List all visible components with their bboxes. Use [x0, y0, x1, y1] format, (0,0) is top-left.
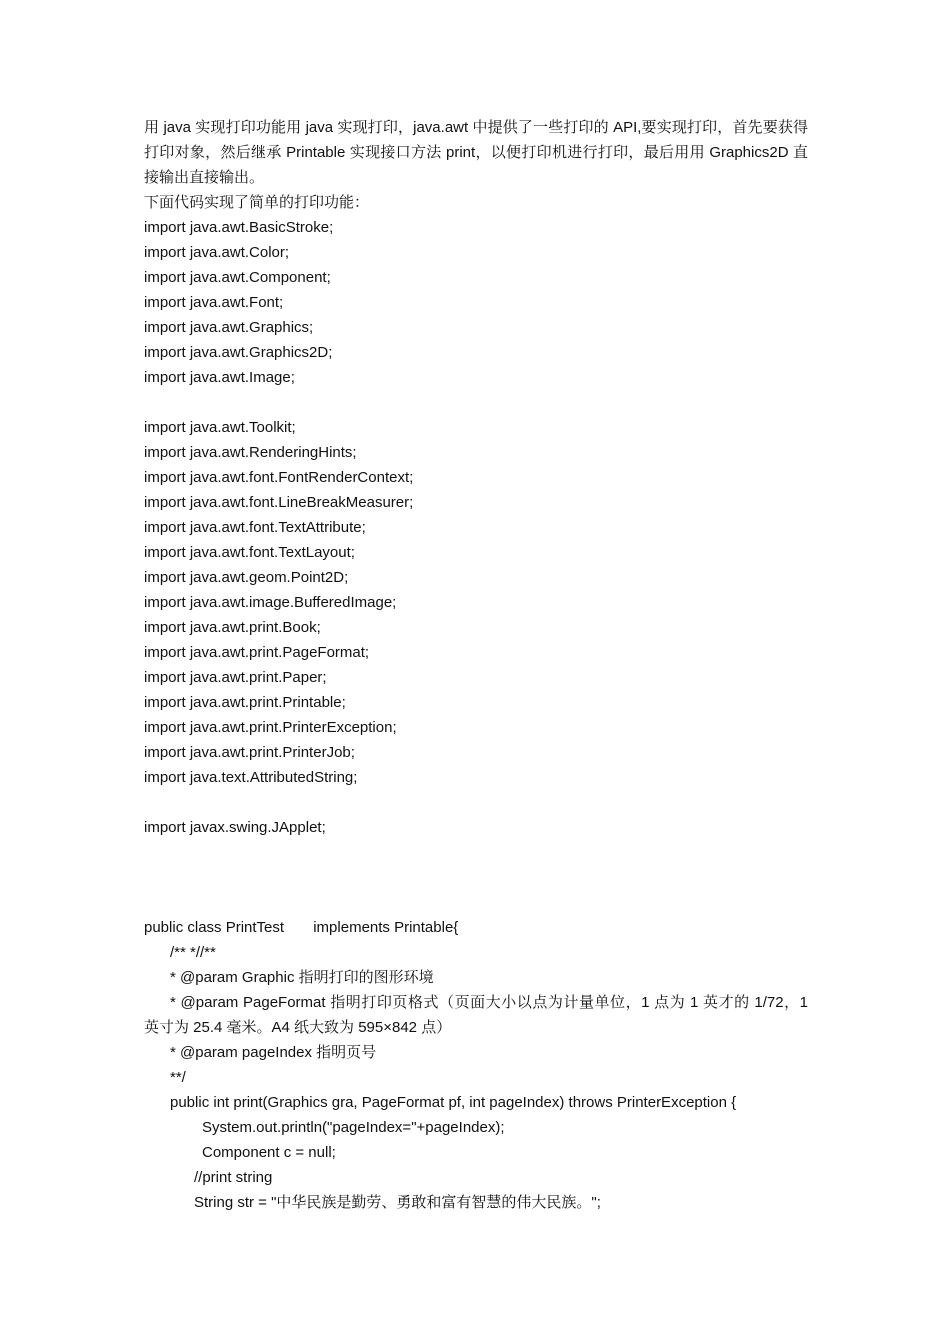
document-body — [144, 115, 808, 1215]
code-line: import java.awt.Toolkit; — [144, 419, 296, 436]
comment-line: **/ — [170, 1069, 186, 1086]
intro-lead: 下面代码实现了简单的打印功能： — [144, 194, 370, 211]
comment-line: * @param PageFormat 指明打印页格式（页面大小以点为计量单位，1 点为 1 英才的 1/72，1 英寸为 25.4 毫米。A4 纸大致为 595×842 点） — [144, 994, 808, 1036]
import-block-more — [144, 415, 808, 790]
code-line: import java.awt.Color; — [144, 244, 290, 261]
code-line: import java.awt.BasicStroke; — [144, 219, 334, 236]
print-method — [144, 1090, 808, 1215]
blank-line — [144, 790, 808, 815]
code-line: System.out.println("pageIndex="+pageIndex); — [202, 1119, 505, 1136]
code-line: import java.awt.print.Printable; — [144, 694, 346, 711]
code-line: import java.awt.RenderingHints; — [144, 444, 357, 461]
code-line: import java.awt.print.Book; — [144, 619, 321, 636]
code-line: import java.awt.Graphics2D; — [144, 344, 333, 361]
code-line: //print string — [194, 1169, 273, 1186]
import-block-awt — [144, 215, 808, 390]
code-line: import java.awt.geom.Point2D; — [144, 569, 349, 586]
code-line: String str = "中华民族是勤劳、勇敢和富有智慧的伟大民族。"; — [194, 1194, 601, 1211]
code-line: Component c = null; — [202, 1144, 336, 1161]
code-line: import java.awt.print.PrinterException; — [144, 719, 397, 736]
comment-line: * @param pageIndex 指明页号 — [170, 1044, 377, 1061]
code-line: import java.awt.print.PageFormat; — [144, 644, 370, 661]
method-signature: public int print(Graphics gra, PageFormat pf, int pageIndex) throws PrinterException { — [170, 1094, 737, 1111]
code-line: import java.awt.font.FontRenderContext; — [144, 469, 414, 486]
code-line: import java.awt.Image; — [144, 369, 295, 386]
comment-line: /** *//** — [170, 944, 216, 961]
blank-line — [144, 390, 808, 415]
code-line: import java.awt.Font; — [144, 294, 284, 311]
code-line: import java.text.AttributedString; — [144, 769, 358, 786]
code-line: import java.awt.print.PrinterJob; — [144, 744, 355, 761]
class-declaration: public class PrintTest implements Printable{ — [144, 919, 459, 936]
doc-comment — [144, 940, 808, 1090]
blank-lines — [144, 840, 808, 915]
code-line: import java.awt.font.TextAttribute; — [144, 519, 366, 536]
code-line: import java.awt.font.TextLayout; — [144, 544, 355, 561]
comment-line: * @param Graphic 指明打印的图形环境 — [170, 969, 434, 986]
code-line: import java.awt.print.Paper; — [144, 669, 327, 686]
code-line: import java.awt.font.LineBreakMeasurer; — [144, 494, 414, 511]
intro-paragraph: 用 java 实现打印功能用 java 实现打印，java.awt 中提供了一些打印的 API,要实现打印，首先要获得打印对象，然后继承 Printable 实现接口方法 print，以便打印机进行打印，最后用用 Graphics2D 直接输出直接输出。 — [144, 119, 808, 186]
code-line: import java.awt.Graphics; — [144, 319, 314, 336]
code-line: import javax.swing.JApplet; — [144, 819, 326, 836]
code-line: import java.awt.image.BufferedImage; — [144, 594, 397, 611]
code-line: import java.awt.Component; — [144, 269, 331, 286]
